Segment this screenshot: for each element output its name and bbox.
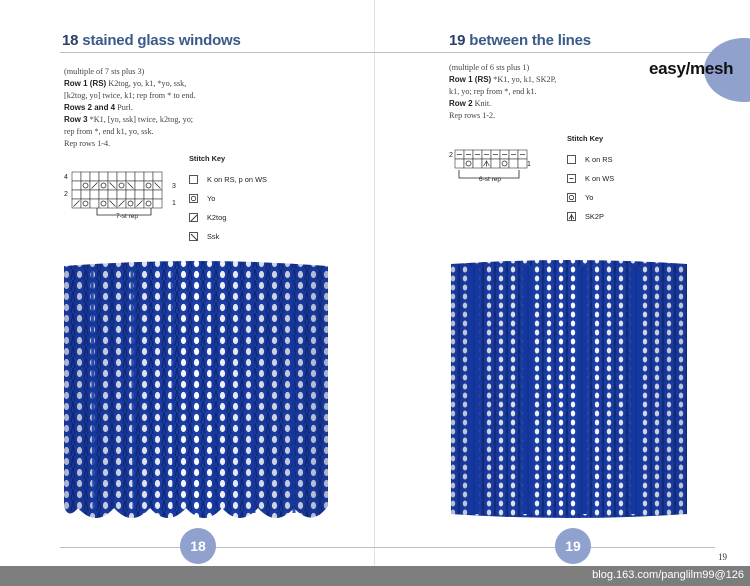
chart-cell (126, 190, 135, 199)
chart-cell (464, 159, 473, 168)
chart-cell (144, 172, 153, 181)
pattern-number: 18 (62, 32, 79, 49)
watermark-text: blog.163.com/panglilm99@126 (592, 569, 744, 581)
chart-cell (81, 172, 90, 181)
chart-cell (90, 199, 99, 208)
key-item-label: SK2P (585, 212, 604, 221)
ssk-icon (189, 232, 198, 241)
lace-swatch-image (60, 258, 332, 530)
instruction-row-label: Row 1 (RS) (64, 79, 107, 88)
chart-cell (108, 190, 117, 199)
instruction-line (64, 90, 234, 102)
key-item-ssk (189, 227, 267, 246)
repeat-label: 6-st rep (479, 176, 502, 183)
instruction-text: (multiple of 6 sts plus 1) (449, 63, 530, 72)
pattern-title (449, 32, 591, 49)
chart-grid (60, 168, 180, 220)
pattern-number-badge: 19 (555, 528, 591, 564)
key-item-label: K2tog (207, 213, 227, 222)
instruction-line (64, 126, 234, 138)
key-item-blank (567, 150, 614, 169)
instruction-line (449, 110, 609, 122)
key-item-label: K on RS, p on WS (207, 175, 267, 184)
yarn-over-icon (567, 193, 576, 202)
key-item-label: K on WS (585, 174, 615, 183)
purl-dash-icon (567, 174, 576, 183)
chart-cell (81, 181, 90, 190)
key-item-label: Yo (207, 194, 216, 203)
stitch-key (567, 134, 614, 226)
instruction-text: Knit. (472, 99, 492, 108)
sk2p-icon (567, 212, 576, 221)
key-item-sk2p (567, 207, 614, 226)
chart-cell (153, 172, 162, 181)
chart-cell (518, 159, 527, 168)
page-number: 19 (718, 552, 727, 562)
chart-cell (153, 199, 162, 208)
key-item-yo (189, 189, 267, 208)
stitch-key (189, 154, 267, 246)
pattern-title-text: between the lines (469, 32, 591, 49)
chart-cell (455, 159, 464, 168)
instruction-line (64, 66, 234, 78)
chart-cell (144, 190, 153, 199)
key-item-knit-ws (567, 169, 614, 188)
instruction-text: Rep rows 1-2. (449, 111, 496, 120)
instruction-line (64, 114, 234, 126)
key-item-label: Ssk (207, 232, 220, 241)
instruction-text: k1, yo; rep from *, end k1. (449, 87, 537, 96)
instruction-text: rep from *, end k1, yo, ssk. (64, 127, 154, 136)
chart-cell (90, 172, 99, 181)
chart-cell (473, 159, 482, 168)
instruction-text: K2tog, yo, k1, *yo, ssk, (106, 79, 187, 88)
repeat-label: 7-st rep (116, 213, 139, 220)
instruction-line (64, 138, 234, 150)
blank-stitch-icon (189, 175, 198, 184)
chart-cell (99, 199, 108, 208)
key-item-k2tog (189, 208, 267, 227)
blank-stitch-icon (567, 155, 576, 164)
pattern-number: 19 (449, 32, 466, 49)
pattern-instructions (449, 62, 609, 122)
pattern-number-badge: 18 (180, 528, 216, 564)
right-page (375, 0, 750, 586)
chart-cell (81, 199, 90, 208)
row-label: 1 (527, 161, 531, 168)
instruction-line (449, 86, 609, 98)
chart-cell (144, 199, 153, 208)
key-item-yo (567, 188, 614, 207)
pattern-title (62, 32, 241, 49)
key-item-label: K on RS (585, 155, 613, 164)
knit-swatch-photo (447, 256, 691, 522)
row-label: 4 (64, 174, 68, 181)
stitch-chart (447, 146, 537, 188)
bottom-rule (60, 547, 375, 548)
title-rule (60, 52, 375, 53)
instruction-line (449, 74, 609, 86)
lace-swatch-image (447, 256, 691, 522)
chart-cell (72, 190, 81, 199)
chart-cell (126, 199, 135, 208)
instruction-line (449, 62, 609, 74)
chart-cell (108, 172, 117, 181)
chart-cell (117, 181, 126, 190)
pattern-title-text: stained glass windows (82, 32, 241, 49)
pattern-instructions (64, 66, 234, 150)
instruction-line (64, 102, 234, 114)
title-rule (375, 52, 715, 53)
instruction-row-label: Row 1 (RS) (449, 75, 492, 84)
knit-swatch-photo (60, 258, 332, 530)
chart-cell (153, 190, 162, 199)
instruction-row-label: Row 3 (64, 115, 88, 124)
chart-cell (99, 172, 108, 181)
chart-cell (99, 190, 108, 199)
instruction-text: *K1, [yo, ssk] twice, k2tog, yo; (87, 115, 194, 124)
section-title: easy/mesh (649, 59, 734, 78)
instruction-line (449, 98, 609, 110)
row-label: 1 (172, 200, 176, 207)
yarn-over-icon (189, 194, 198, 203)
instruction-text: *K1, yo, k1, SK2P, (491, 75, 557, 84)
chart-cell (126, 172, 135, 181)
chart-cell (509, 159, 518, 168)
stitch-key-title: Stitch Key (189, 154, 226, 163)
chart-cell (135, 181, 144, 190)
watermark-bar (0, 566, 750, 586)
instruction-line (64, 78, 234, 90)
chart-cell (500, 159, 509, 168)
chart-cell (90, 190, 99, 199)
stitch-key-title: Stitch Key (567, 134, 604, 143)
instruction-text: Rep rows 1-4. (64, 139, 111, 148)
chart-cell (135, 190, 144, 199)
chart-cell (135, 172, 144, 181)
key-item-label: Yo (585, 193, 594, 202)
chart-grid (447, 146, 537, 188)
bottom-rule (375, 547, 715, 548)
chart-cell (72, 172, 81, 181)
k2tog-icon (189, 213, 198, 222)
chart-cell (99, 181, 108, 190)
chart-cell (81, 190, 90, 199)
chart-cell (117, 172, 126, 181)
key-item-blank (189, 170, 267, 189)
instruction-text: Purl. (115, 103, 133, 112)
instruction-row-label: Rows 2 and 4 (64, 103, 116, 112)
chart-cell (72, 181, 81, 190)
row-label: 2 (64, 191, 68, 198)
row-label: 2 (449, 152, 453, 159)
instruction-row-label: Row 2 (449, 99, 473, 108)
chart-cell (144, 181, 153, 190)
stitch-chart (60, 168, 180, 220)
instruction-text: [k2tog, yo] twice, k1; rep from * to end. (64, 91, 196, 100)
row-label: 3 (172, 183, 176, 190)
instruction-text: (multiple of 7 sts plus 3) (64, 67, 145, 76)
chart-cell (491, 159, 500, 168)
chart-cell (117, 190, 126, 199)
